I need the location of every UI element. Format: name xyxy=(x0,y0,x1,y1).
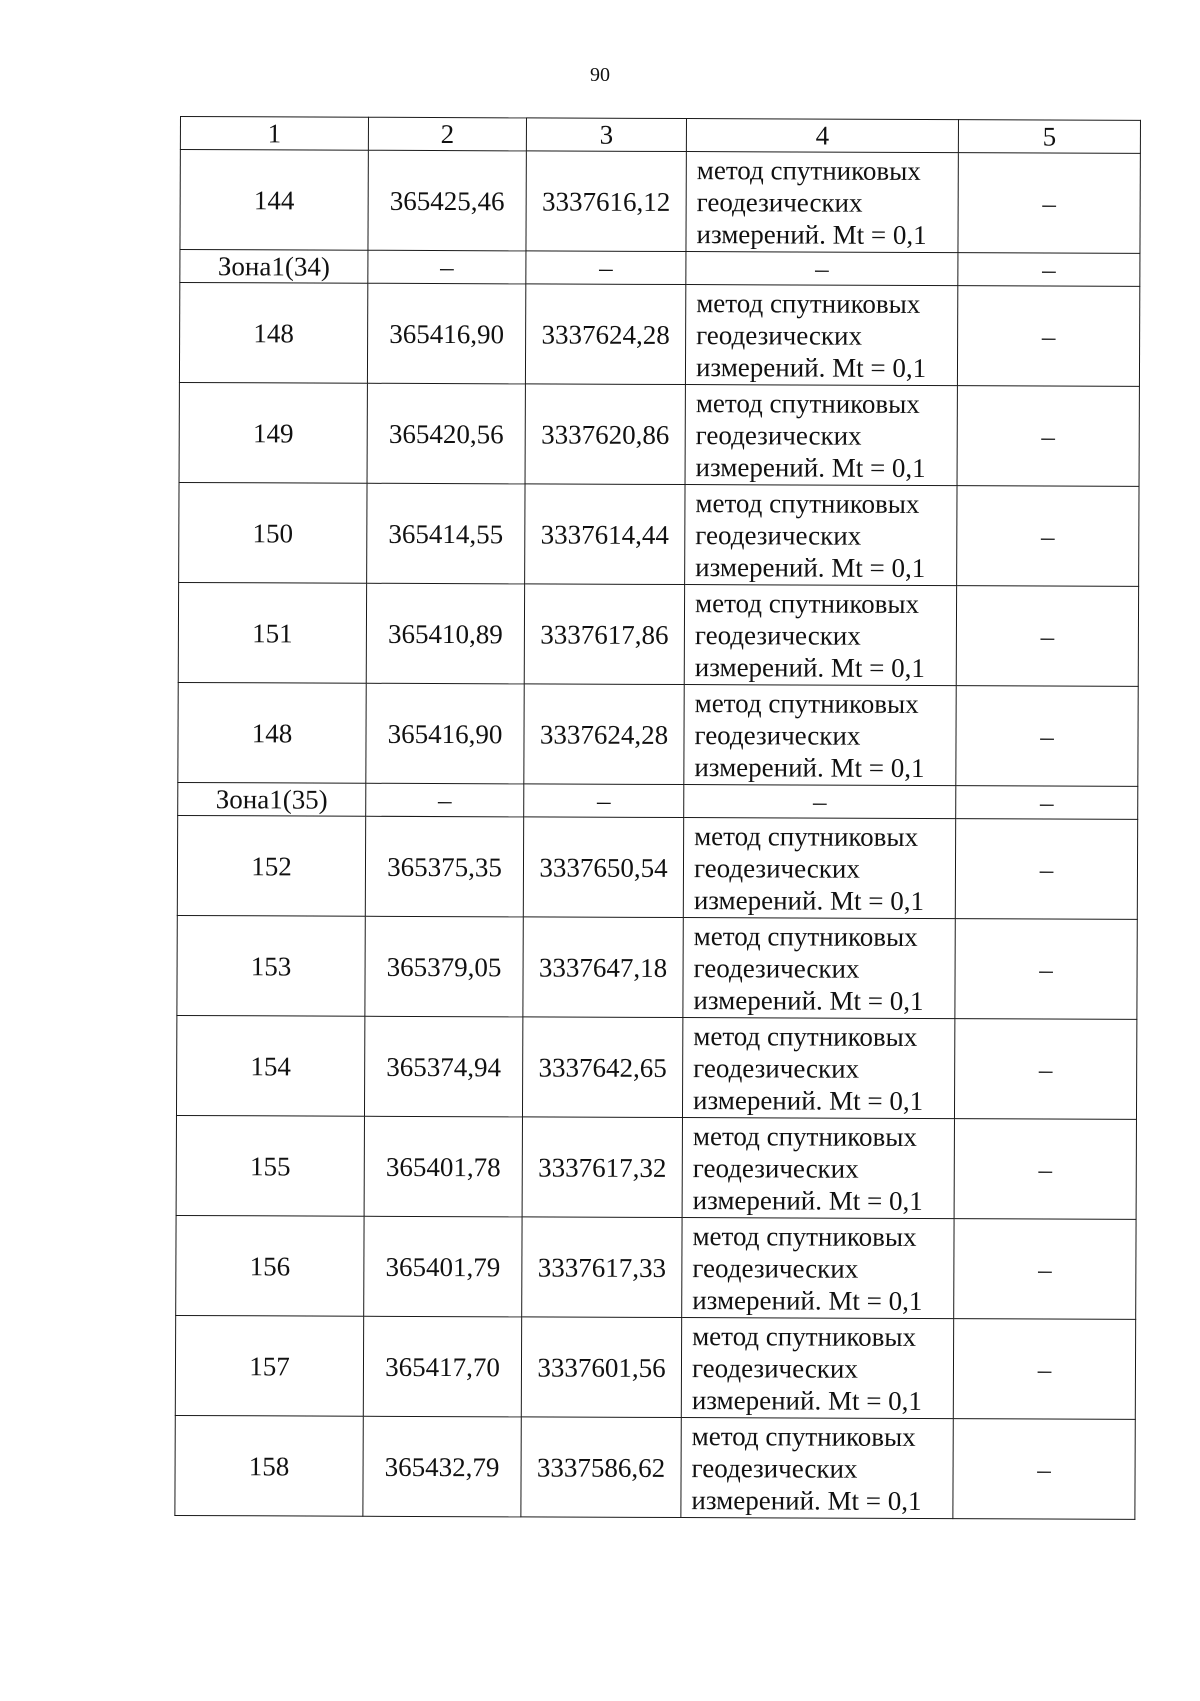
column-header: 3 xyxy=(526,118,686,152)
x-coordinate-cell: 365401,79 xyxy=(364,1216,522,1317)
method-line: метод спутниковых xyxy=(695,487,920,519)
table-row xyxy=(178,582,1138,686)
x-coordinate-cell: 365379,05 xyxy=(365,916,523,1017)
point-number-cell: 154 xyxy=(176,1015,364,1116)
y-coordinate-cell: 3337624,28 xyxy=(524,684,684,785)
note-cell: – xyxy=(953,1419,1135,1520)
x-coordinate-cell: 365416,90 xyxy=(366,683,524,784)
y-coordinate-cell: 3337586,62 xyxy=(521,1417,681,1518)
point-number-cell: 148 xyxy=(179,283,367,384)
method-line: метод спутниковых xyxy=(694,820,919,852)
x-coordinate-cell: 365417,70 xyxy=(363,1316,521,1417)
method-line: измерений. Mt = 0,1 xyxy=(695,451,926,483)
note-cell: – xyxy=(953,1319,1135,1420)
method-cell xyxy=(685,385,957,486)
table-row xyxy=(175,1315,1135,1419)
column-header: 4 xyxy=(686,119,958,153)
method-line: геодезических xyxy=(692,1152,859,1184)
method-line: геодезических xyxy=(694,619,861,651)
note-cell: – xyxy=(954,1119,1136,1220)
method-cell xyxy=(683,818,955,919)
method-cell xyxy=(684,585,956,686)
table-row xyxy=(175,1415,1135,1519)
method-line: геодезических xyxy=(695,419,862,451)
zone-x-cell: – xyxy=(368,250,526,284)
x-coordinate-cell: 365416,90 xyxy=(367,283,525,384)
zone-label-cell: Зона1(35) xyxy=(178,782,366,816)
zone-row xyxy=(180,250,1140,287)
y-coordinate-cell: 3337614,44 xyxy=(525,484,685,585)
method-line: метод спутниковых xyxy=(695,387,920,419)
table-row xyxy=(177,815,1137,919)
x-coordinate-cell: 365414,55 xyxy=(367,483,525,584)
method-line: метод спутниковых xyxy=(693,920,918,952)
method-line: геодезических xyxy=(691,1452,858,1484)
y-coordinate-cell: 3337617,33 xyxy=(522,1217,682,1318)
note-cell: – xyxy=(956,686,1138,787)
method-line: измерений. Mt = 0,1 xyxy=(695,551,926,583)
method-line: геодезических xyxy=(693,952,860,984)
note-cell: – xyxy=(956,586,1138,687)
point-number-cell: 155 xyxy=(176,1115,364,1216)
method-cell xyxy=(684,685,956,786)
y-coordinate-cell: 3337647,18 xyxy=(523,917,683,1018)
zone-row xyxy=(178,782,1138,819)
method-line: измерений. Mt = 0,1 xyxy=(693,884,925,916)
method-line: геодезических xyxy=(691,1352,858,1384)
y-coordinate-cell: 3337616,12 xyxy=(526,151,686,252)
method-line: метод спутниковых xyxy=(696,154,921,186)
zone-y-cell: – xyxy=(526,251,686,285)
method-line: геодезических xyxy=(694,719,861,751)
y-coordinate-cell: 3337650,54 xyxy=(523,817,683,918)
column-header: 2 xyxy=(368,117,526,151)
point-number-cell: 157 xyxy=(175,1315,363,1416)
method-line: измерений. Mt = 0,1 xyxy=(691,1384,923,1416)
y-coordinate-cell: 3337617,86 xyxy=(524,584,684,685)
method-line: геодезических xyxy=(693,1052,860,1084)
table-row xyxy=(180,150,1140,254)
zone-method-cell: – xyxy=(684,785,956,819)
method-line: метод спутниковых xyxy=(692,1320,917,1352)
zone-label-cell: Зона1(34) xyxy=(180,250,368,284)
method-line: измерений. Mt = 0,1 xyxy=(694,751,925,783)
x-coordinate-cell: 365374,94 xyxy=(364,1016,522,1117)
zone-note-cell: – xyxy=(958,253,1140,287)
note-cell: – xyxy=(954,1019,1136,1120)
table-row xyxy=(177,915,1137,1019)
x-coordinate-cell: 365375,35 xyxy=(365,816,523,917)
method-line: метод спутниковых xyxy=(694,687,919,719)
method-line: измерений. Mt = 0,1 xyxy=(691,1484,922,1516)
y-coordinate-cell: 3337642,65 xyxy=(522,1017,682,1118)
table-row xyxy=(176,1115,1136,1219)
page-number: 90 xyxy=(590,64,610,86)
zone-method-cell: – xyxy=(686,252,958,286)
point-number-cell: 156 xyxy=(176,1215,364,1316)
method-cell xyxy=(686,152,958,253)
zone-x-cell: – xyxy=(366,783,524,817)
y-coordinate-cell: 3337624,28 xyxy=(525,284,685,385)
method-line: измерений. Mt = 0,1 xyxy=(693,984,924,1016)
method-cell xyxy=(681,1418,953,1519)
x-coordinate-cell: 365410,89 xyxy=(366,583,524,684)
coordinates-table-body xyxy=(175,117,1141,1520)
table-row xyxy=(179,283,1139,387)
method-line: измерений. Mt = 0,1 xyxy=(692,1184,923,1216)
method-line: метод спутниковых xyxy=(694,587,920,619)
point-number-cell: 153 xyxy=(177,915,365,1016)
method-cell xyxy=(683,918,955,1019)
method-line: геодезических xyxy=(695,519,862,551)
x-coordinate-cell: 365420,56 xyxy=(367,383,525,484)
method-line: геодезических xyxy=(693,852,860,884)
y-coordinate-cell: 3337617,32 xyxy=(522,1117,682,1218)
method-line: измерений. Mt = 0,1 xyxy=(692,1084,924,1116)
point-number-cell: 151 xyxy=(178,582,366,683)
column-header: 5 xyxy=(958,120,1140,154)
note-cell: – xyxy=(955,819,1137,920)
table-header-row xyxy=(180,117,1140,154)
y-coordinate-cell: 3337620,86 xyxy=(525,384,685,485)
point-number-cell: 144 xyxy=(180,150,368,251)
method-line: геодезических xyxy=(692,1252,859,1284)
note-cell: – xyxy=(957,286,1139,387)
table-row xyxy=(176,1015,1136,1119)
x-coordinate-cell: 365432,79 xyxy=(363,1416,521,1517)
table-row xyxy=(178,682,1138,786)
method-line: измерений. Mt = 0,1 xyxy=(692,1284,923,1316)
method-line: метод спутниковых xyxy=(693,1020,918,1052)
column-header: 1 xyxy=(180,117,368,151)
method-line: геодезических xyxy=(696,186,863,218)
y-coordinate-cell: 3337601,56 xyxy=(521,1317,681,1418)
x-coordinate-cell: 365401,78 xyxy=(364,1116,522,1217)
method-line: метод спутниковых xyxy=(691,1420,916,1452)
point-number-cell: 149 xyxy=(179,382,367,483)
note-cell: – xyxy=(958,153,1140,254)
note-cell: – xyxy=(955,919,1137,1020)
table-row xyxy=(179,382,1139,486)
x-coordinate-cell: 365425,46 xyxy=(368,150,526,251)
method-cell xyxy=(682,1118,954,1219)
method-cell xyxy=(681,1318,953,1419)
method-line: измерений. Mt = 0,1 xyxy=(696,218,927,250)
method-line: геодезических xyxy=(696,319,863,351)
point-number-cell: 158 xyxy=(175,1415,363,1516)
table-row xyxy=(176,1215,1136,1319)
method-line: метод спутниковых xyxy=(692,1120,917,1152)
note-cell: – xyxy=(957,386,1139,487)
zone-note-cell: – xyxy=(956,786,1138,820)
method-cell xyxy=(685,285,957,386)
method-cell xyxy=(682,1218,954,1319)
method-line: измерений. Mt = 0,1 xyxy=(694,651,925,683)
method-line: измерений. Mt = 0,1 xyxy=(695,351,927,383)
method-line: метод спутниковых xyxy=(692,1220,917,1252)
coordinates-table xyxy=(174,116,1141,1520)
table-row xyxy=(179,482,1139,586)
method-cell xyxy=(682,1018,954,1119)
note-cell: – xyxy=(957,486,1139,587)
point-number-cell: 150 xyxy=(179,482,367,583)
zone-y-cell: – xyxy=(524,784,684,818)
method-cell xyxy=(685,485,957,586)
method-line: метод спутниковых xyxy=(696,287,921,319)
note-cell: – xyxy=(954,1219,1136,1320)
point-number-cell: 148 xyxy=(178,682,366,783)
point-number-cell: 152 xyxy=(177,815,365,916)
